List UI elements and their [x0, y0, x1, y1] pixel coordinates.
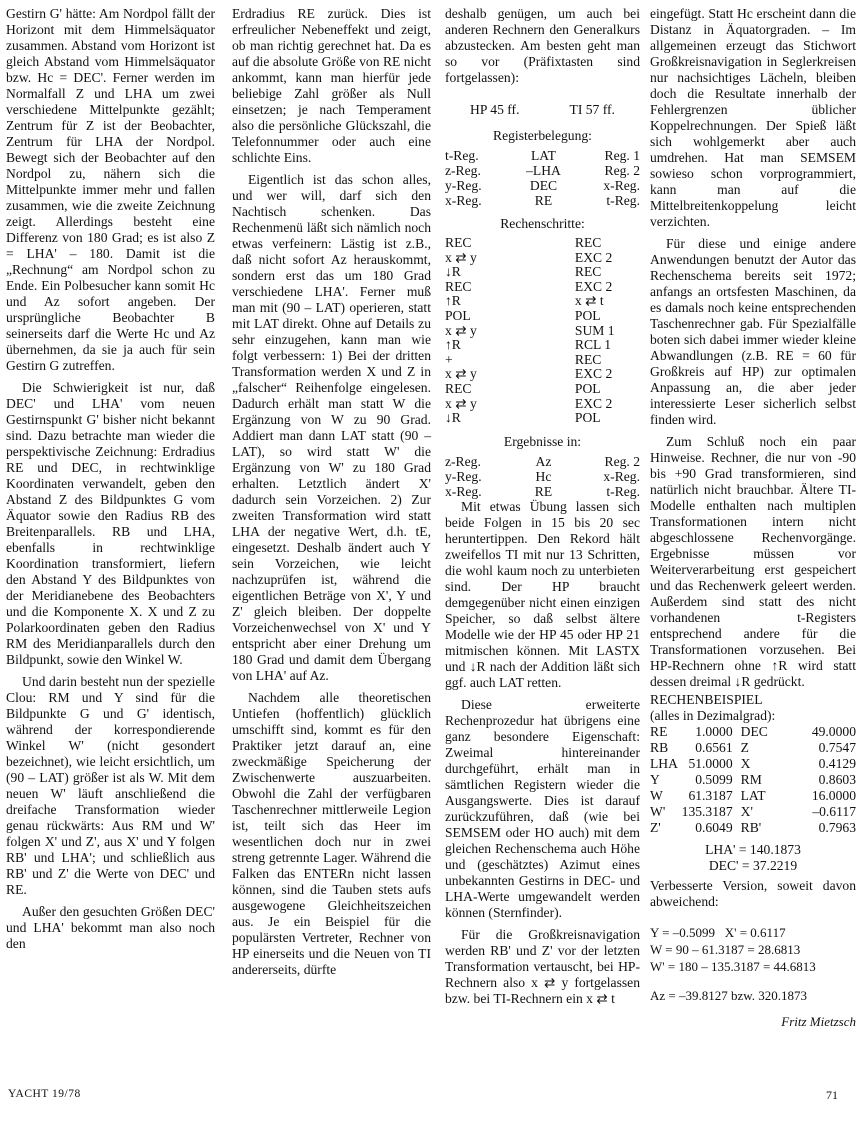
- step-row: [445, 367, 640, 382]
- results-table: [445, 454, 640, 499]
- table-row: [445, 178, 640, 193]
- table-cell: RE: [534, 193, 553, 208]
- table-cell: t-Reg.: [606, 483, 640, 499]
- step-cell: REC: [445, 235, 472, 250]
- table-cell: DEC: [529, 178, 558, 193]
- table-cell: x-Reg.: [603, 178, 640, 193]
- example-cell: 1.0000: [695, 724, 733, 739]
- table-cell: z-Reg.: [445, 163, 481, 178]
- step-cell: REC: [445, 380, 472, 396]
- table-row: [445, 193, 640, 208]
- paragraph: Mit etwas Übung lassen sich beide Folgen in 15 bis 20 sec heruntertippen. Den Rekord hält zweifellos TI mit nur 13 Schritten, die wohl kaum noch zu unterbieten sind. Der HP braucht demgegenüber nicht einen einzigen Speicher, so daß selbst ältere Modelle wie der HP 45 oder HP 21 mitmischen können. Mit LASTX und ↓R nach der Addition läßt sich ggf. auch LAT retten.: [445, 498, 640, 690]
- table-cell: x-Reg.: [445, 483, 482, 499]
- table-cell: Reg. 2: [604, 453, 640, 469]
- example-cell: RM: [740, 772, 762, 787]
- column-1: [6, 6, 215, 952]
- paragraph: Eigentlich ist das schon alles, und wer will, darf sich den Nachtisch schenken. Das Rechenmenü läßt sich nämlich noch etwas verfeinern: Lästig ist z.B., daß nicht sofort Az herauskommt, sondern erst das um 180 Grad verschiedene LHA'. Ferner muß man mit (90 – LAT) operieren, statt mit LAT direkt. Ohne auf Details zu sehr einzugehen, kann man wie folgt verbessern: 1) Bei der dritten Transformation werden X und Z in „falscher“ Reihenfolge eingelesen. Dadurch erhält man statt W die Ergänzung von W zu 90 Grad. Addiert man dann LAT statt (90 – LAT), so wird statt W' die Ergänzung von W' zu 180 Grad erhalten. Letztlich ändert X' dadurch sein Vorzeichen. 2) Zur zweiten Transformation wird statt LHA der negative Wert, d.h. tE, eingesetzt. Deshalb ändert auch Y sein Vorzeichen, wie leicht nachzuprüfen ist, während die eigentlichen Beträge von X', Y und Z' gleich bleiben. Der doppelte Vorzeichenwechsel von X' und Y entspricht aber einer Drehung um 180 Grad und damit dem Übergang von LHA' auf Az.: [232, 172, 431, 683]
- formula-line: Y = –0.5099 X' = 0.6117: [650, 925, 786, 940]
- example-cell: 16.0000: [811, 788, 856, 803]
- step-row: [445, 294, 640, 309]
- step-cell: x ⇄ y: [445, 249, 477, 265]
- example-cell: 0.6049: [695, 820, 733, 835]
- example-cell: 51.0000: [688, 756, 733, 771]
- example-cell: RB': [740, 820, 762, 835]
- improved-version-note: Verbesserte Version, soweit davon abweichend:: [650, 878, 856, 909]
- paragraph: Außer den gesuchten Größen DEC' und LHA' bekommt man also noch den: [6, 904, 215, 951]
- page-number: 71: [826, 1088, 838, 1102]
- step-row: [445, 236, 640, 251]
- example-cell: 49.0000: [811, 724, 856, 739]
- step-cell: REC: [445, 278, 472, 294]
- example-cell: W': [650, 804, 666, 819]
- hp-heading: HP 45 ff.: [470, 102, 520, 117]
- formula-line: W = 90 – 61.3187 = 28.6813: [650, 942, 801, 957]
- table-cell: Hc: [535, 468, 552, 484]
- table-cell: Reg. 2: [604, 163, 640, 178]
- column-3: [445, 6, 640, 1007]
- step-cell: REC: [574, 235, 602, 250]
- step-row: [445, 353, 640, 368]
- step-cell: EXC 2: [574, 278, 613, 294]
- paragraph: Nachdem alle theoretischen Untiefen (hoffentlich) glücklich umschifft sind, kommt es für den Praktiker jetzt darauf an, eine zweckmäßige Speicherung der Zwischenwerte auszuarbeiten. Obwohl die Zahl der verfügbaren Taschenrechner mittlerweile Legion ist, teilt sich das Heer im wesentlichen doch nur in zwei streng getrennte Lager. Während die Falken das ENTERn nicht lassen können, sind die Tauben stets aufs ausgewogene Gleichheitszeichen aus. Je ein Beispiel für die populärsten Vertreter, Rechner von HP einerseits und die Neuen von TI andererseits, dürfte: [232, 690, 431, 977]
- example-cell: W: [650, 788, 663, 803]
- calculator-headings: [445, 102, 640, 118]
- step-row: [445, 324, 640, 339]
- step-cell: RCL 1: [574, 337, 612, 353]
- example-row: [650, 740, 856, 756]
- paragraph: Erdradius RE zurück. Dies ist erfreulicher Nebeneffekt und zeigt, ob man richtig gerechnet hat. Da es auf die absolute Größe von RE nicht ankommt, kann man hierfür jede beliebige Zahl größer als Null einsetzen; je nach Temperament also die persönliche Glückszahl, die Telefonnummer oder auch eine schlichte Eins.: [232, 6, 431, 165]
- step-cell: POL: [574, 410, 601, 426]
- table-cell: LAT: [531, 148, 556, 163]
- example-title: RECHENBEISPIEL: [650, 692, 763, 707]
- table-cell: y-Reg.: [445, 468, 482, 484]
- example-cell: 0.5099: [695, 772, 733, 787]
- paragraph: Für die Großkreisnavigation werden RB' und Z' vor der letzten Transformation vertauscht, bei HP-Rechnern also x ⇄ y fortgelassen bzw. bei TI-Rechnern ein x ⇄ t: [445, 926, 640, 1006]
- step-cell: EXC 2: [574, 395, 613, 411]
- step-row: [445, 397, 640, 412]
- results-block: [650, 842, 856, 874]
- paragraph: Die Schwierigkeit ist nur, daß DEC' und LHA' vom neuen Gestirnspunkt G' bisher nicht bekannt sind. Dazu betrachte man wieder die perspektivische Zeichnung: Erdradius RE und DEC, in rechtwinklige Koordinaten verwandelt, geben den Abstand Z des Bildpunktes G vom Äquator sowie den Radius RB des Breitenparallels. RB und LHA, ebenfalls in rechtwinklige Koordination transformiert, liefern den Abstand Y des Bildpunktes von der Meridianebene des Beobachters und die Komponente X. X und Z zu Polarkoordinaten geben den Radius RM des Meridianparallels durch den Bildpunkt, sowie den Winkel W.: [6, 380, 215, 667]
- table-cell: y-Reg.: [445, 178, 482, 193]
- table-cell: x-Reg.: [445, 193, 482, 208]
- step-cell: EXC 2: [574, 366, 613, 382]
- table-cell: t-Reg.: [606, 193, 640, 208]
- steps-heading: Rechenschritte:: [500, 216, 585, 231]
- step-cell: EXC 2: [574, 249, 613, 265]
- step-row: [445, 265, 640, 280]
- example-cell: 135.3187: [681, 804, 733, 819]
- example-cell: 0.7963: [818, 820, 856, 835]
- step-cell: SUM 1: [574, 322, 615, 338]
- example-cell: 0.4129: [818, 756, 856, 771]
- table-cell: z-Reg.: [445, 453, 481, 469]
- paragraph: eingefügt. Statt Hc erscheint dann die Distanz in Äquatorgraden. – Im allgemeinen erzeugt das Stichwort Großkreisnavigation in Seglerkreisen nur nachsichtiges Lächeln, bleiben doch die Resultate innerhalb der Fehlergrenzen üblicher Koppelrechnungen. Der Spieß läßt sich wohlgemerkt aber auch umdrehen. Hat man SEMSEM sowieso schon vorprogrammiert, kann man auf die Mittelbreitenkoppelung leicht verzichten.: [650, 6, 856, 229]
- ti-heading: TI 57 ff.: [569, 102, 615, 117]
- column-4: [650, 6, 856, 1030]
- step-row: [445, 382, 640, 397]
- step-cell: +: [445, 351, 453, 367]
- paragraph: deshalb genügen, um auch bei anderen Rechnern den Generalkurs abzustecken. Am besten geht man so vor (Präfixtasten sind fortgelassen):: [445, 6, 640, 85]
- table-cell: –LHA: [526, 163, 561, 178]
- example-row: [650, 820, 856, 836]
- example-row: [650, 804, 856, 820]
- table-cell: x-Reg.: [603, 468, 640, 484]
- table-cell: t-Reg.: [445, 148, 479, 163]
- example-row: [650, 756, 856, 772]
- column-2: [232, 6, 431, 978]
- formula-block: [650, 924, 856, 1004]
- step-cell: POL: [445, 307, 471, 323]
- table-cell: Reg. 1: [604, 148, 640, 163]
- table-cell: Az: [535, 453, 552, 469]
- example-row: [650, 788, 856, 804]
- example-cell: Z: [740, 740, 749, 755]
- step-cell: ↓R: [445, 264, 461, 280]
- step-cell: x ⇄ y: [445, 395, 477, 411]
- example-cell: Y: [650, 772, 660, 787]
- table-row: [445, 163, 640, 178]
- example-cell: RE: [650, 724, 668, 739]
- step-cell: x ⇄ y: [445, 366, 477, 382]
- register-table: [445, 148, 640, 208]
- example-cell: 61.3187: [688, 788, 733, 803]
- results-heading: Ergebnisse in:: [503, 433, 582, 449]
- step-cell: x ⇄ y: [445, 322, 477, 338]
- example-cell: RB: [650, 740, 669, 755]
- paragraph: Zum Schluß noch ein paar Hinweise. Rechner, die nur von -90 bis +90 Grad transformieren, sind natürlich nicht brauchbar. Ältere TI-Modelle enthalten nach multiplen Transformationen intern nicht abgeschlossene Rechenvorgänge. Ergebnisse müssen vor Weiterverarbeitung erst gespeichert und das Rechenwerk geleert werden. Außerdem sind statt des nicht vorhandenen t-Registers entsprechend andere für die Transformationen vorzusehen. Bei HP-Rechnern ohne ↑R wird statt dessen dreimal ↓R gedrückt.: [650, 434, 856, 689]
- example-table: [650, 724, 856, 836]
- example-cell: Z': [650, 820, 661, 835]
- example-row: [650, 772, 856, 788]
- step-cell: POL: [574, 307, 601, 323]
- lha-result: LHA' = 140.1873: [705, 842, 801, 857]
- example-cell: 0.7547: [818, 740, 856, 755]
- table-row: [445, 484, 640, 499]
- steps-table: [445, 236, 640, 426]
- example-cell: X: [740, 756, 751, 771]
- table-row: [445, 454, 640, 469]
- dec-result: DEC' = 37.2219: [708, 858, 798, 873]
- step-cell: ↑R: [445, 293, 461, 309]
- example-cell: LAT: [740, 788, 766, 803]
- register-heading: Registerbelegung:: [493, 128, 592, 143]
- table-row: [445, 469, 640, 484]
- example-cell: X': [740, 804, 753, 819]
- step-cell: x ⇄ t: [574, 293, 604, 309]
- step-cell: REC: [574, 351, 602, 367]
- step-cell: REC: [574, 264, 602, 280]
- step-row: [445, 251, 640, 266]
- step-cell: POL: [574, 380, 601, 396]
- paragraph: Diese erweiterte Rechenprozedur hat übrigens eine ganz besondere Eigenschaft: Zweimal hintereinander durchgeführt, erhält man in sämtlichen Registern wieder die Ausgangswerte. Dies ist darauf zurückzuführen, daß (wie bei SEMSEM oder HO auch) mit dem gleichen Rechenschema auch Höhe und (geschätztes) Azimut eines unbekannten Gestirns in DEC- und LHA-Werte umgewandelt werden können (Sternfinder).: [445, 696, 640, 920]
- author-signature: Fritz Mietzsch: [781, 1014, 856, 1029]
- table-row: [445, 148, 640, 163]
- magazine-issue: YACHT 19/78: [8, 1088, 81, 1100]
- example-cell: LHA: [650, 756, 678, 771]
- step-row: [445, 309, 640, 324]
- formula-line: W' = 180 – 135.3187 = 44.6813: [650, 959, 816, 974]
- step-cell: ↓R: [445, 410, 461, 426]
- paragraph: Für diese und einige andere Anwendungen benutzt der Autor das Rechenschema bereits seit 1972; anfangs an ortsfesten Maschinen, da es damals noch keine entsprechenden Taschenrechner gab. Für Spezialfälle boten sich dabei immer wieder kleine Abwandlungen (z.B. RE = 60 für Großkreis auf HP) zur optimalen Anpassung an, die aber jeder interessierte Leser sicherlich selbst finden wird.: [650, 236, 856, 427]
- example-row: [650, 724, 856, 740]
- table-cell: RE: [534, 483, 553, 499]
- step-row: [445, 338, 640, 353]
- example-cell: –0.6117: [812, 804, 856, 819]
- step-cell: ↑R: [445, 337, 461, 353]
- paragraph: Und darin besteht nun der spezielle Clou: RM und Y sind für die Bildpunkte G und G' identisch, während der korrespondierende Winkel W' (nicht gesondert bezeichnet), wie leicht ersichtlich, um (90 – LAT) größer ist als W. Mit dem neuen W' läuft anschließend die dreifache Transformation wieder genau rückwärts: Aus RM und W' folgen X' und Z', aus X' und Y folgen RB' und LHA'; und schließlich aus RB' und Z' die Werte von DEC' und RE.: [6, 674, 215, 897]
- step-row: [445, 280, 640, 295]
- example-subtitle: (alles in Dezimalgrad):: [650, 708, 776, 723]
- example-cell: 0.8603: [818, 772, 856, 787]
- example-cell: DEC: [740, 724, 768, 739]
- example-cell: 0.6561: [695, 740, 733, 755]
- paragraph: Gestirn G' hätte: Am Nordpol fällt der Horizont mit dem Himmelsäquator zusammen. Abstand vom Horizont ist gleich Abstand vom Himmelsäquator bzw. Hc = DEC'. Ferner werden im Normalfall Z und LHA um zwei verschiedene Mittelpunkte gezählt; Zentrum für Z ist der Beobachter, Zentrum für LHA der Nordpol. Bewegt sich der Beobachter auf den Nordpol zu, nähern sich die Mittelpunkte immer mehr und fallen zusammen, wie die zweite Zeichnung zeigt. Allerdings besteht eine Differenz von 180 Grad; es ist also Z = LHA' – 180. Damit ist die „Rechnung“ am Nordpol schon zu Ende. Ein Polbesucher kann somit Hc und Az sofort angeben. Der ursprüngliche Beobachter B seinerseits darf die Werte Hc und Az übernehmen, da sie ja auch für sein Gestirn G zutreffen.: [6, 6, 215, 373]
- formula-line: Az = –39.8127 bzw. 320.1873: [650, 988, 808, 1003]
- step-row: [445, 411, 640, 426]
